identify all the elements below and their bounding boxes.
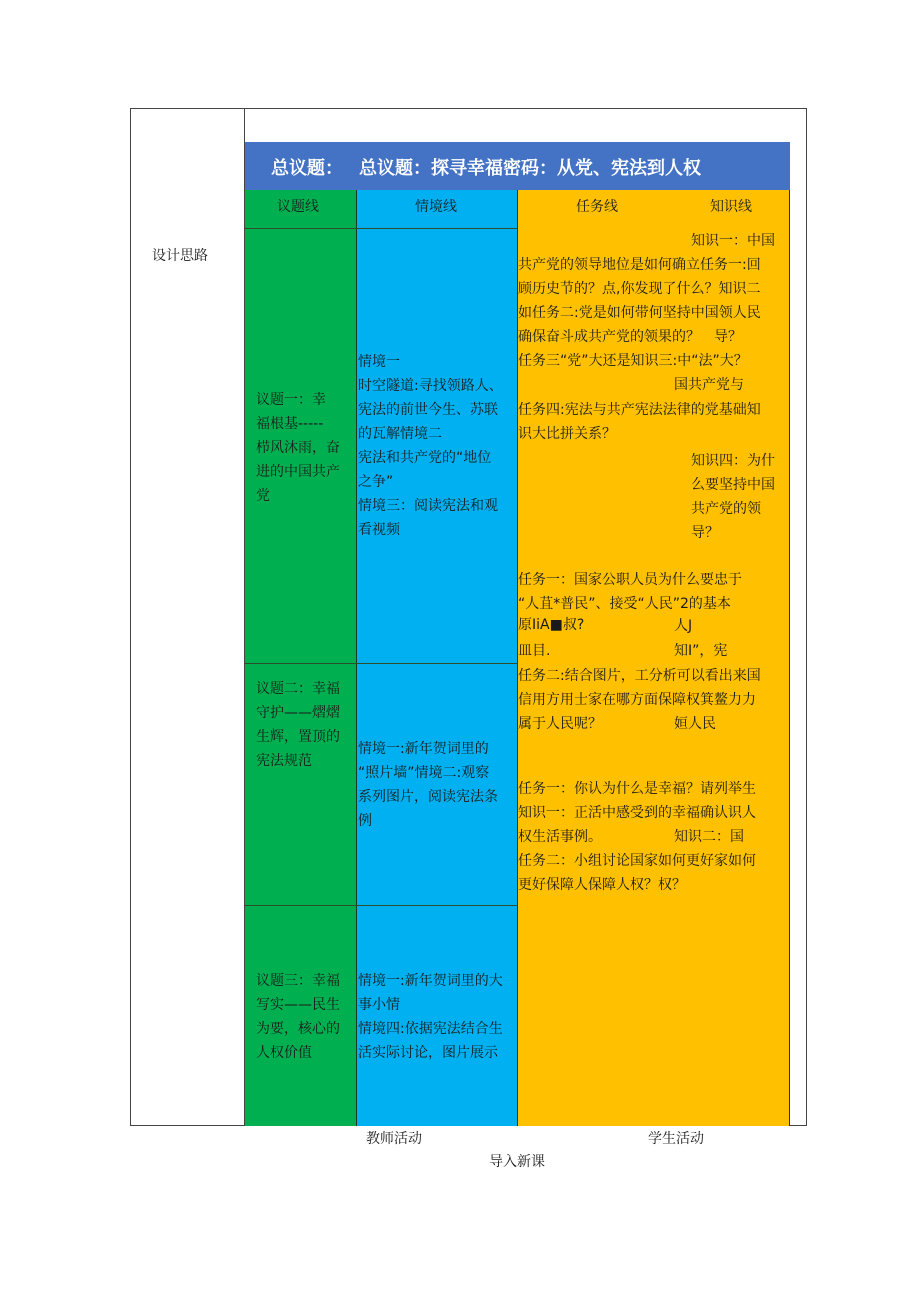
task-line: 如任务二:党是如何带何坚持中国领人民 (518, 305, 761, 321)
task-line: 原IiA■叔? (518, 617, 585, 633)
situation-cell-1: 情境一 时空隧道:寻找领路人、 宪法的前世今生、苏联 的瓦解情境二 宪法和共产党的“地位 之争” 情境三：阅读宪法和观 看视频 (358, 354, 503, 538)
task-line: 信用方用士家在哪方面保障权箕鳌力力 (518, 692, 756, 708)
header-task-knowledge (518, 190, 790, 228)
task-line: 任务三“党”大还是知识三:中“法”大？ (518, 353, 748, 369)
topic-cell-3: 议题三：幸福 写实——民生 为要，核心的 人权价值 (256, 973, 340, 1061)
design-idea-label: 设计思路 (152, 248, 208, 264)
header-situation (357, 190, 518, 228)
task-line: 任务一：国家公职人员为什么要忠于 (518, 572, 742, 588)
header-task-label: 任务线 (576, 199, 618, 215)
task-line: 识大比拼关系？ (518, 426, 616, 442)
task-line: 共产党的领 (691, 501, 761, 517)
teacher-activity-label: 教师活动 (366, 1131, 422, 1147)
task-line: 共产党的领导地位是如何确立任务一:回 (518, 257, 761, 273)
task-line: 知识四：为什 (691, 453, 775, 469)
task-line: 姮人民 (674, 716, 716, 732)
task-line: 知识二：国 (674, 829, 744, 845)
header-topic (245, 190, 357, 228)
task-line: “人苴*普民”、接受“人民”2的基本 (518, 596, 731, 612)
topic-cell-1: 议题一：幸 福根基----- 栉风沐雨，奋 进的中国共产 党 (256, 392, 340, 504)
task-line: 任务二：小组讨论国家如何更好家如何 (518, 853, 756, 869)
overall-topic-title: 总议题：探寻幸福密码：从党、宪法到人权 (359, 158, 701, 179)
row-separator (245, 663, 518, 664)
row-separator (245, 228, 518, 229)
intro-lesson-label: 导入新课 (489, 1154, 545, 1170)
column-separator (789, 190, 790, 1126)
overall-topic-bar (245, 142, 790, 190)
header-topic-label: 议题线 (277, 199, 319, 215)
situation-cell-2: 情境一:新年贺词里的 “照片墙”情境二:观察 系列图片，阅读宪法条 例 (358, 741, 498, 829)
task-line: 任务一：你认为什么是幸福？请列举生 (518, 781, 756, 797)
student-activity-label: 学生活动 (648, 1131, 704, 1147)
task-line: 皿目. (518, 643, 551, 659)
header-knowledge-label: 知识线 (710, 199, 752, 215)
task-line: 任务二:结合图片，工分析可以看出来国 (518, 668, 761, 684)
task-line: 更好保障人保障人权？权？ (518, 877, 686, 893)
task-line: 国共产党与 (674, 377, 744, 393)
column-separator (356, 190, 357, 1126)
task-line: 人J (674, 618, 693, 634)
overall-topic-prefix: 总议题： (271, 158, 343, 179)
task-line: 权生活事例。 (518, 829, 602, 845)
task-line: 属于人民呢？ (518, 716, 602, 732)
task-line: 知识一：中国 (691, 233, 775, 249)
task-line: 任务四:宪法与共产宪法法律的党基础知 (518, 402, 761, 418)
header-situation-label: 情境线 (415, 199, 457, 215)
topic-cell-2: 议题二：幸福 守护——熠熠 生辉，置顶的 宪法规范 (256, 681, 340, 769)
task-line: 导？ (691, 525, 719, 541)
row-separator (245, 905, 518, 906)
task-line: 知识一：正活中感受到的幸福确认识人 (518, 805, 756, 821)
task-line: 顾历史节的？点,你发现了什么？知识二 (518, 281, 761, 297)
situation-cell-3: 情境一:新年贺词里的大 事小情 情境四:依据宪法结合生 活实际讨论，图片展示 (358, 973, 503, 1061)
task-line: 确保奋斗成共产党的领果的？ 导？ (518, 329, 742, 345)
task-line: 知I”，宪 (674, 643, 728, 659)
task-line: 么要坚持中国 (691, 477, 775, 493)
